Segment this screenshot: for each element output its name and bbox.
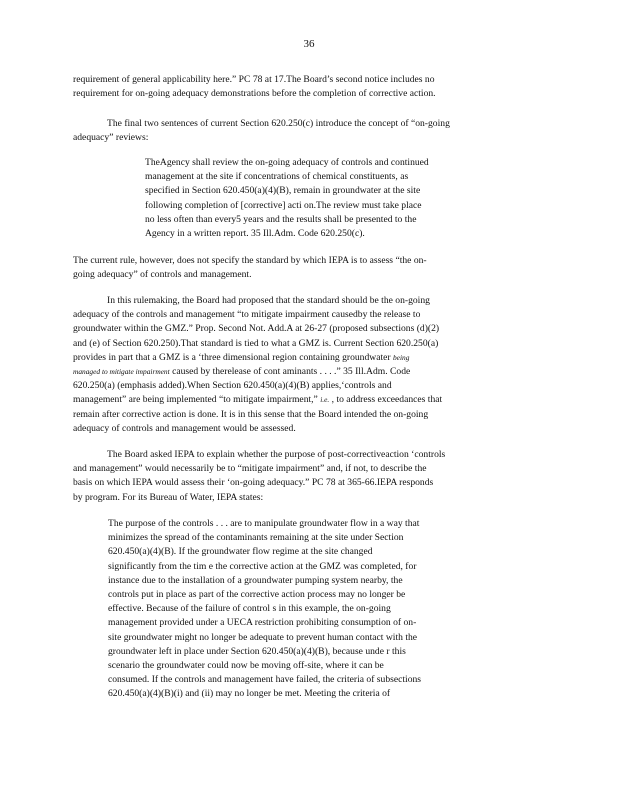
text-line: adequacy” reviews:: [73, 132, 149, 144]
quote-line: following completion of [corrective] acti on.The review must take place: [145, 199, 422, 211]
text-segment: provides in part that a GMZ is a ‘three dimensional region containing groundwater: [73, 351, 393, 363]
text-line: requirement of general applicability here.” PC 78 at 17.The Board’s second notice includes no: [73, 74, 435, 85]
text-line: [73, 393, 535, 407]
text-line: The final two sentences of current Section 620.250(c) introduce the concept of “on-going: [107, 118, 450, 129]
quote-line: site groundwater might no longer be adequate to prevent human contact with the: [108, 631, 418, 643]
quote-line: effective. Because of the failure of control s in this example, the on-going: [108, 603, 391, 615]
text-segment: caused by therelease of cont aminants . . . .” 35 Ill.Adm. Code: [169, 366, 411, 378]
text-segment: , to address exceedances that: [329, 394, 443, 406]
text-line: basis on which IEPA would assess their ‘on-going adequacy.” PC 78 at 365-66.IEPA responds: [73, 477, 434, 489]
quote-line: no less often than every5 years and the results shall be presented to the: [145, 213, 417, 225]
page-number: 36: [303, 38, 315, 50]
text-line: 620.250(a) (emphasis added).When Section 620.450(a)(4)(B) applies,‘controls and: [73, 380, 392, 392]
text-line: The Board asked IEPA to explain whether the purpose of post-correctiveaction ‘controls: [107, 449, 446, 460]
paragraph-current-rule: [73, 254, 535, 282]
text-line: going adequacy” of controls and management.: [73, 269, 252, 281]
quote-line: scenario the groundwater could now be moving off-site, where it can be: [108, 660, 384, 672]
text-line: remain after corrective action is done. It is in this sense that the Board intended the on-going: [73, 408, 429, 420]
text-line: In this rulemaking, the Board had proposed that the standard should be the on-going: [107, 295, 430, 306]
block-quote-iepa: [108, 517, 500, 702]
paragraph-continuation: [73, 73, 535, 101]
quote-line: TheAgency shall review the on-going adequacy of controls and continued: [145, 157, 429, 168]
text-line: and (e) of Section 620.250).That standard is tied to what a GMZ is. Current Section 620.250(a): [73, 337, 439, 349]
quote-line: groundwater left in place under Section 620.450(a)(4)(B), because unde r this: [108, 645, 406, 657]
text-line: [73, 351, 535, 365]
text-line: groundwater within the GMZ.” Prop. Second Not. Add.A at 26-27 (proposed subsections (d)(2): [73, 323, 440, 335]
quote-line: instance due to the installation of a groundwater pumping system nearby, the: [108, 574, 403, 586]
paragraph-final-two-sentences: [73, 117, 535, 145]
text-line: and management” would necessarily be to “mitigate impairment” and, if not, to describe the: [73, 463, 427, 475]
block-quote-regulation: [145, 156, 495, 241]
text-line: [73, 365, 535, 379]
quote-line: 620.450(a)(4)(B). If the groundwater flow regime at the site changed: [108, 546, 373, 558]
text-line: The current rule, however, does not specify the standard by which IEPA is to assess “the on-: [73, 255, 427, 266]
quote-line: minimizes the spread of the contaminants remaining at the site under Section: [108, 532, 404, 544]
quote-line: management at the site if concentrations of chemical constituents, as: [145, 171, 409, 183]
text-line: adequacy of controls and management would be assessed.: [73, 422, 296, 434]
italic-text: i.e.: [320, 395, 330, 405]
quote-line: Agency in a written report. 35 Ill.Adm. Code 620.250(c).: [145, 228, 365, 240]
text-segment: management” are being implemented “to mitigate impairment,”: [73, 394, 321, 406]
quote-line: specified in Section 620.450(a)(4)(B), remain in groundwater at the site: [145, 185, 421, 197]
quote-line: consumed. If the controls and management have failed, the criteria of subsections: [108, 674, 422, 686]
quote-line: 620.450(a)(4)(B)(i) and (ii) may no longer be met. Meeting the criteria of: [108, 688, 391, 700]
paragraph-board-asked: [73, 448, 535, 505]
italic-text: managed to mitigate impairment: [73, 367, 170, 377]
text-line: by program. For its Bureau of Water, IEPA states:: [73, 491, 264, 503]
italic-text: being: [392, 352, 410, 362]
text-line: requirement for on-going adequacy demonstrations before the completion of corrective action.: [73, 88, 436, 100]
quote-line: significantly from the tim e the corrective action at the GMZ was completed, for: [108, 560, 417, 572]
quote-line: controls put in place as part of the corrective action process may no longer be: [108, 589, 406, 601]
text-line: adequacy of the controls and management “to mitigate impairment causedby the release to: [73, 309, 421, 321]
paragraph-rulemaking: [73, 294, 535, 436]
quote-line: management provided under a UECA restriction prohibiting consumption of on-: [108, 617, 417, 629]
quote-line: The purpose of the controls . . . are to manipulate groundwater flow in a way that: [108, 518, 420, 529]
